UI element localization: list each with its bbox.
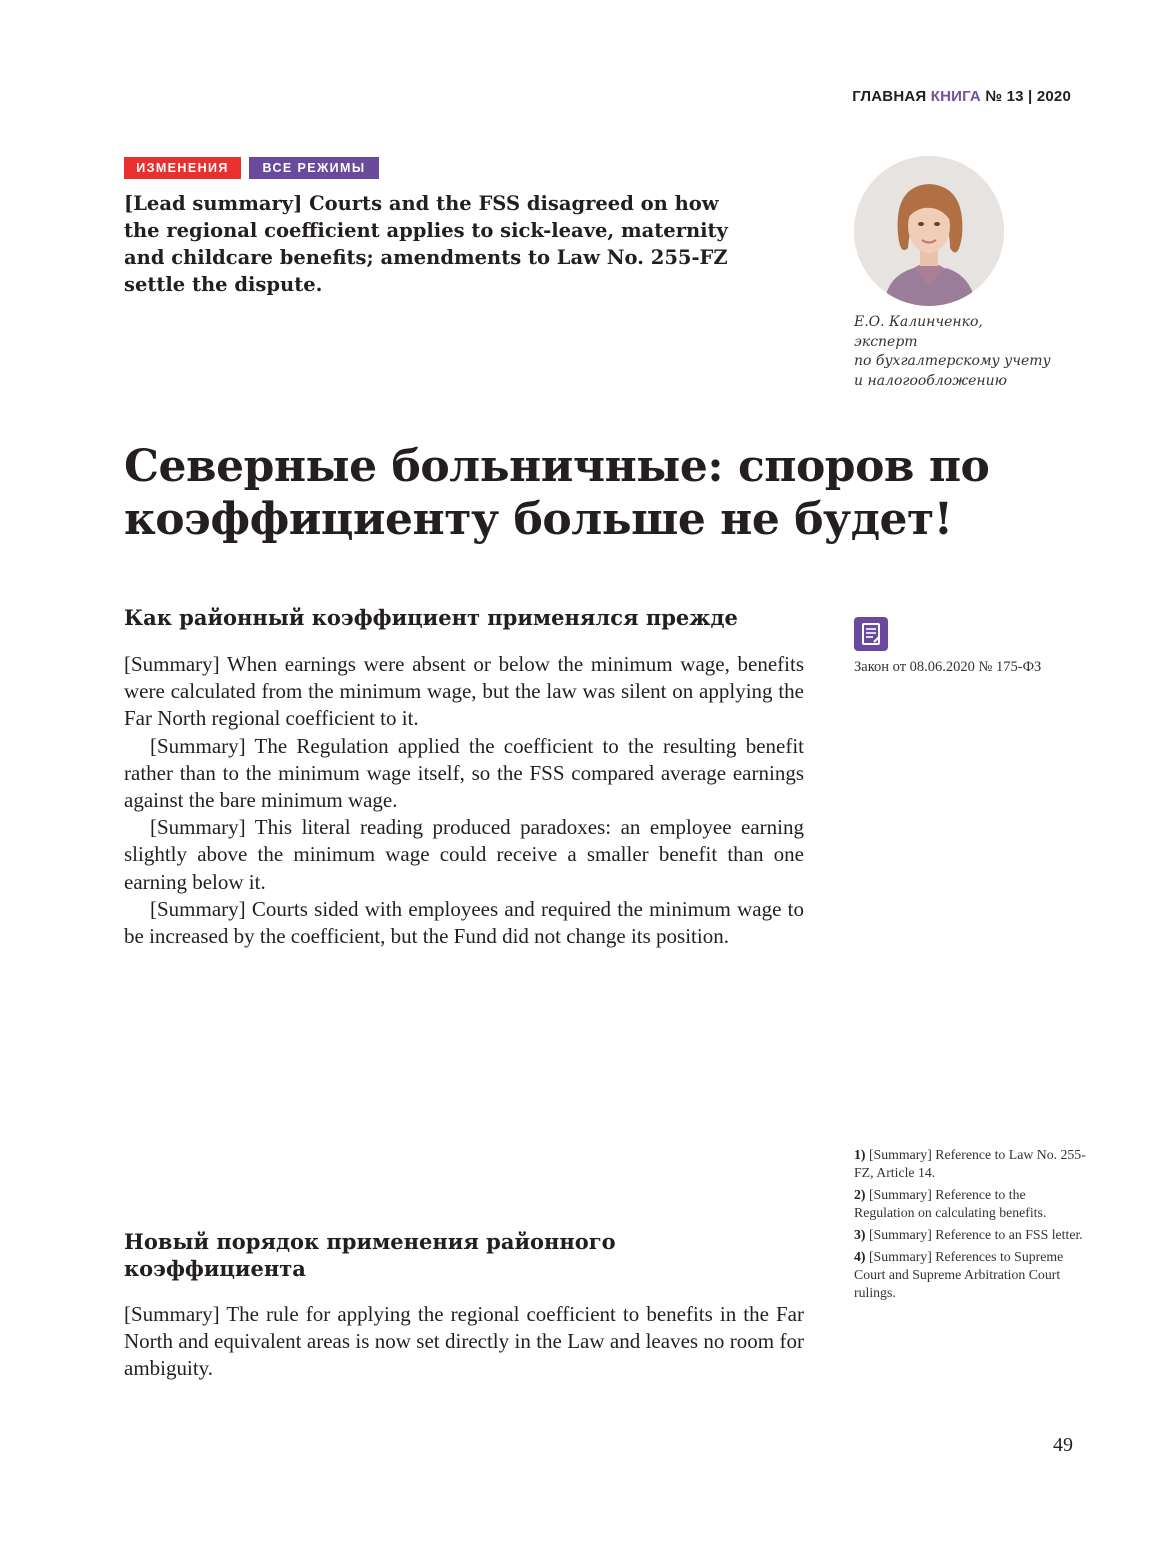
section1-body bbox=[124, 651, 804, 950]
section2-paragraph-1: [Summary] The rule for applying the regional coefficient to benefits in the Far North and equivalent areas is now set directly in the Law and leaves no room for ambiguity. bbox=[124, 1302, 804, 1381]
article-lead: [Lead summary] Courts and the FSS disagreed on how the regional coefficient applies to sick-leave, maternity and childcare benefits; amendments to Law No. 255-FZ settle the dispute. bbox=[124, 192, 728, 296]
footnote bbox=[854, 1146, 1086, 1182]
document-icon bbox=[854, 617, 888, 651]
section1-paragraph-2: [Summary] The Regulation applied the coefficient to the resulting benefit rather than to the minimum wage itself, so the FSS compared average earnings against the bare minimum wage. bbox=[124, 733, 804, 813]
footnote-number: 4) bbox=[854, 1249, 866, 1264]
masthead-brand-part2: КНИГА bbox=[930, 88, 981, 105]
section2-heading: Новый порядок применения районного коэффициента bbox=[124, 1229, 616, 1281]
author-role-line3: и налогообложению bbox=[854, 372, 1007, 389]
author-role-line1: эксперт bbox=[854, 333, 918, 350]
tag-all-regimes: ВСЕ РЕЖИМЫ bbox=[249, 157, 379, 179]
masthead-brand-part1: ГЛАВНАЯ bbox=[852, 88, 927, 105]
category-tags bbox=[124, 157, 379, 179]
author-photo-illustration bbox=[854, 156, 1004, 306]
author-photo bbox=[854, 156, 1004, 306]
author-caption bbox=[854, 313, 1069, 391]
section1-paragraph-3: [Summary] This literal reading produced paradoxes: an employee earning slightly above the minimum wage could receive a smaller benefit than one earning below it. bbox=[124, 815, 804, 894]
footnote-text: [Summary] Reference to an FSS letter. bbox=[868, 1227, 1083, 1242]
footnote-text: [Summary] Reference to the Regulation on calculating benefits. bbox=[854, 1187, 1047, 1220]
footnote bbox=[854, 1248, 1086, 1302]
footnote bbox=[854, 1226, 1086, 1244]
masthead-issue: № 13 | 2020 bbox=[985, 88, 1071, 105]
tag-changes: ИЗМЕНЕНИЯ bbox=[124, 157, 241, 179]
author-role-line2: по бухгалтерскому учету bbox=[854, 353, 1051, 369]
page-number: 49 bbox=[1053, 1434, 1073, 1456]
footnote-number: 2) bbox=[854, 1187, 866, 1202]
masthead bbox=[852, 88, 1071, 105]
section1-heading: Как районный коэффициент применялся прежде bbox=[124, 605, 738, 630]
footnote-text: [Summary] References to Supreme Court and Supreme Arbitration Court rulings. bbox=[854, 1249, 1064, 1300]
section1-paragraph-1: [Summary] When earnings were absent or below the minimum wage, benefits were calculated from the minimum wage, but the law was silent on applying the Far North regional coefficient to it. bbox=[124, 652, 804, 731]
section1-paragraph-4: [Summary] Courts sided with employees and required the minimum wage to be increased by the coefficient, but the Fund did not change its position. bbox=[124, 896, 804, 949]
footnotes bbox=[854, 1146, 1086, 1306]
footnote-number: 1) bbox=[854, 1147, 866, 1162]
footnote-number: 3) bbox=[854, 1227, 866, 1242]
author-name: Е.О. Калинченко, bbox=[854, 314, 983, 330]
section2-body bbox=[124, 1301, 804, 1383]
law-reference-note: Закон от 08.06.2020 № 175-ФЗ bbox=[854, 659, 1042, 675]
article-title: Северные больничные: споров по коэффициенту больше не будет! bbox=[124, 441, 990, 545]
footnote-text: [Summary] Reference to Law No. 255-FZ, Article 14. bbox=[854, 1147, 1086, 1180]
footnote bbox=[854, 1186, 1086, 1222]
